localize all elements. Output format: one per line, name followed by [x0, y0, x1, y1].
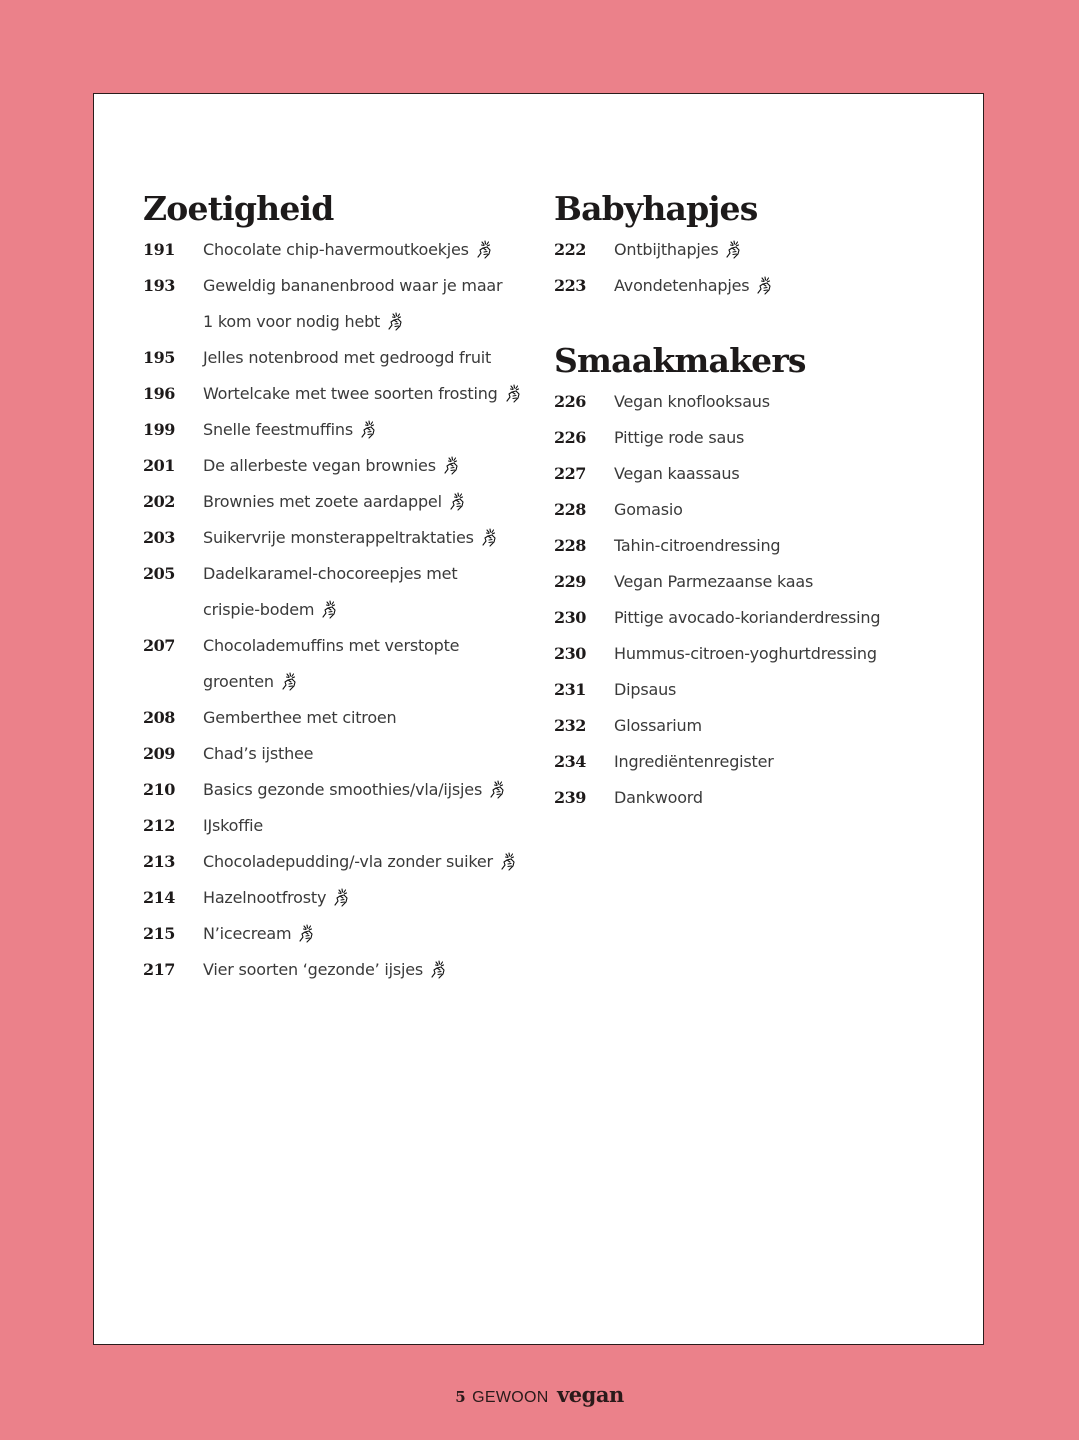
toc-page-number: 209 — [143, 744, 175, 763]
toc-entry-title: Chocolate chip-havermoutkoekjes — [203, 240, 469, 259]
toc-page-number: 226 — [554, 392, 586, 411]
toc-entry-title: Wortelcake met twee soorten frosting — [203, 384, 498, 403]
toc-entry-title: Glossarium — [614, 716, 702, 735]
toc-entry[interactable] — [554, 636, 954, 672]
snap-fingers-icon — [442, 456, 460, 476]
toc-page-number: 228 — [554, 536, 586, 555]
toc-entry[interactable] — [143, 268, 533, 340]
snap-fingers-icon — [280, 672, 298, 692]
toc-page-number: 213 — [143, 852, 175, 871]
toc-entry[interactable] — [143, 952, 533, 988]
toc-page-number: 199 — [143, 420, 175, 439]
toc-entry[interactable] — [554, 456, 954, 492]
toc-entry[interactable] — [554, 268, 954, 304]
toc-entry-title: Hazelnootfrosty — [203, 888, 327, 907]
toc-page-number: 202 — [143, 492, 175, 511]
toc-entry-title: Chad’s ijsthee — [203, 744, 314, 763]
toc-entry-title: Suikervrije monsterappeltraktaties — [203, 528, 474, 547]
section-gap — [554, 304, 954, 338]
toc-entry[interactable] — [143, 556, 533, 628]
toc-entry[interactable] — [143, 376, 533, 412]
toc-page-number: 210 — [143, 780, 175, 799]
toc-page-number: 227 — [554, 464, 586, 483]
toc-entry-title: De allerbeste vegan brownies — [203, 456, 436, 475]
toc-entry[interactable] — [143, 808, 533, 844]
toc-page-number: 203 — [143, 528, 175, 547]
toc-entry-title: Dadelkaramel-chocoreepjes met — [203, 564, 458, 583]
toc-page-number: 195 — [143, 348, 175, 367]
toc-entry[interactable] — [554, 232, 954, 268]
toc-entry-title: Basics gezonde smoothies/vla/ijsjes — [203, 780, 483, 799]
toc-entry-title: Gomasio — [614, 500, 683, 519]
snap-fingers-icon — [475, 240, 493, 260]
toc-entry-title: 1 kom voor nodig hebt — [203, 312, 381, 331]
toc-entry[interactable] — [143, 232, 533, 268]
snap-fingers-icon — [332, 888, 350, 908]
toc-entry[interactable] — [554, 672, 954, 708]
toc-entry[interactable] — [143, 772, 533, 808]
toc-page-number: 217 — [143, 960, 175, 979]
toc-page-number: 205 — [143, 564, 175, 583]
left-column — [143, 186, 533, 988]
snap-fingers-icon — [429, 960, 447, 980]
toc-entry-title: Vier soorten ‘gezonde’ ijsjes — [203, 960, 424, 979]
toc-entry-title: Pittige rode saus — [614, 428, 745, 447]
toc-entry-title: Avondetenhapjes — [614, 276, 750, 295]
toc-entry[interactable] — [554, 780, 954, 816]
toc-entry[interactable] — [143, 736, 533, 772]
toc-entry[interactable] — [554, 492, 954, 528]
toc-entry[interactable] — [143, 484, 533, 520]
toc-entry[interactable] — [143, 340, 533, 376]
toc-entry-title: Vegan knoflooksaus — [614, 392, 770, 411]
toc-entry[interactable] — [554, 528, 954, 564]
toc-page-number: 212 — [143, 816, 175, 835]
toc-page-number: 215 — [143, 924, 175, 943]
toc-entry[interactable] — [143, 412, 533, 448]
toc-page-number: 239 — [554, 788, 586, 807]
toc-page-number: 223 — [554, 276, 586, 295]
toc-entry-title: Pittige avocado-korianderdressing — [614, 608, 881, 627]
snap-fingers-icon — [448, 492, 466, 512]
snap-fingers-icon — [504, 384, 522, 404]
footer-brand-name: vegan — [557, 1382, 624, 1407]
toc-page-number: 228 — [554, 500, 586, 519]
toc-entry-title: Brownies met zoete aardappel — [203, 492, 442, 511]
toc-entry-title: N’icecream — [203, 924, 292, 943]
toc-page-number: 214 — [143, 888, 175, 907]
toc-entry[interactable] — [143, 916, 533, 952]
toc-entry-title: groenten — [203, 672, 274, 691]
toc-entry-title: Ingrediëntenregister — [614, 752, 774, 771]
snap-fingers-icon — [359, 420, 377, 440]
snap-fingers-icon — [724, 240, 742, 260]
snap-fingers-icon — [386, 312, 404, 332]
toc-entry[interactable] — [554, 420, 954, 456]
toc-entry-title: IJskoffie — [203, 816, 264, 835]
footer-brand-prefix: GEWOON — [472, 1389, 549, 1406]
toc-entry[interactable] — [143, 880, 533, 916]
page-frame — [93, 93, 984, 1345]
toc-entry-title: Chocoladepudding/-vla zonder suiker — [203, 852, 493, 871]
toc-page-number: 232 — [554, 716, 586, 735]
snap-fingers-icon — [320, 600, 338, 620]
toc-entry-title: Geweldig bananenbrood waar je maar — [203, 276, 503, 295]
toc-entry[interactable] — [554, 384, 954, 420]
toc-entry[interactable] — [143, 628, 533, 700]
snap-fingers-icon — [480, 528, 498, 548]
toc-entry[interactable] — [554, 564, 954, 600]
toc-entry-title: Jelles notenbrood met gedroogd fruit — [203, 348, 492, 367]
toc-page-number: 234 — [554, 752, 586, 771]
footer-page-number: 5 — [455, 1388, 466, 1406]
footer — [0, 1382, 1079, 1407]
toc-entry[interactable] — [554, 744, 954, 780]
toc-entry-title: Gemberthee met citroen — [203, 708, 397, 727]
toc-entry-title: Chocolademuffins met verstopte — [203, 636, 460, 655]
snap-fingers-icon — [755, 276, 773, 296]
toc-page-number: 226 — [554, 428, 586, 447]
section-title: Zoetigheid — [143, 189, 334, 228]
toc-page-number: 193 — [143, 276, 175, 295]
toc-entry-title: Ontbijthapjes — [614, 240, 719, 259]
toc-entry-title: Dankwoord — [614, 788, 703, 807]
toc-page-number: 222 — [554, 240, 586, 259]
section-title: Smaakmakers — [554, 341, 806, 380]
toc-entry-title: Vegan Parmezaanse kaas — [614, 572, 814, 591]
toc-page-number: 208 — [143, 708, 175, 727]
section-title: Babyhapjes — [554, 189, 758, 228]
toc-page-number: 229 — [554, 572, 586, 591]
toc-page-number: 207 — [143, 636, 175, 655]
toc-entry[interactable] — [143, 844, 533, 880]
toc-page-number: 201 — [143, 456, 175, 475]
toc-entry-title: Vegan kaassaus — [614, 464, 740, 483]
toc-entry[interactable] — [143, 448, 533, 484]
toc-page-number: 230 — [554, 608, 586, 627]
toc-page-number: 230 — [554, 644, 586, 663]
toc-page-number: 231 — [554, 680, 586, 699]
toc-entry[interactable] — [143, 700, 533, 736]
toc-page-number: 191 — [143, 240, 175, 259]
snap-fingers-icon — [488, 780, 506, 800]
toc-page-number: 196 — [143, 384, 175, 403]
toc-entry[interactable] — [143, 520, 533, 556]
snap-fingers-icon — [297, 924, 315, 944]
toc-entry[interactable] — [554, 600, 954, 636]
right-column — [554, 186, 954, 816]
toc-entry-title: Snelle feestmuffins — [203, 420, 354, 439]
toc-entry[interactable] — [554, 708, 954, 744]
snap-fingers-icon — [499, 852, 517, 872]
toc-entry-title: Hummus-citroen-yoghurtdressing — [614, 644, 877, 663]
toc-entry-title: crispie-bodem — [203, 600, 315, 619]
toc-entry-title: Tahin-citroendressing — [614, 536, 781, 555]
toc-entry-title: Dipsaus — [614, 680, 677, 699]
